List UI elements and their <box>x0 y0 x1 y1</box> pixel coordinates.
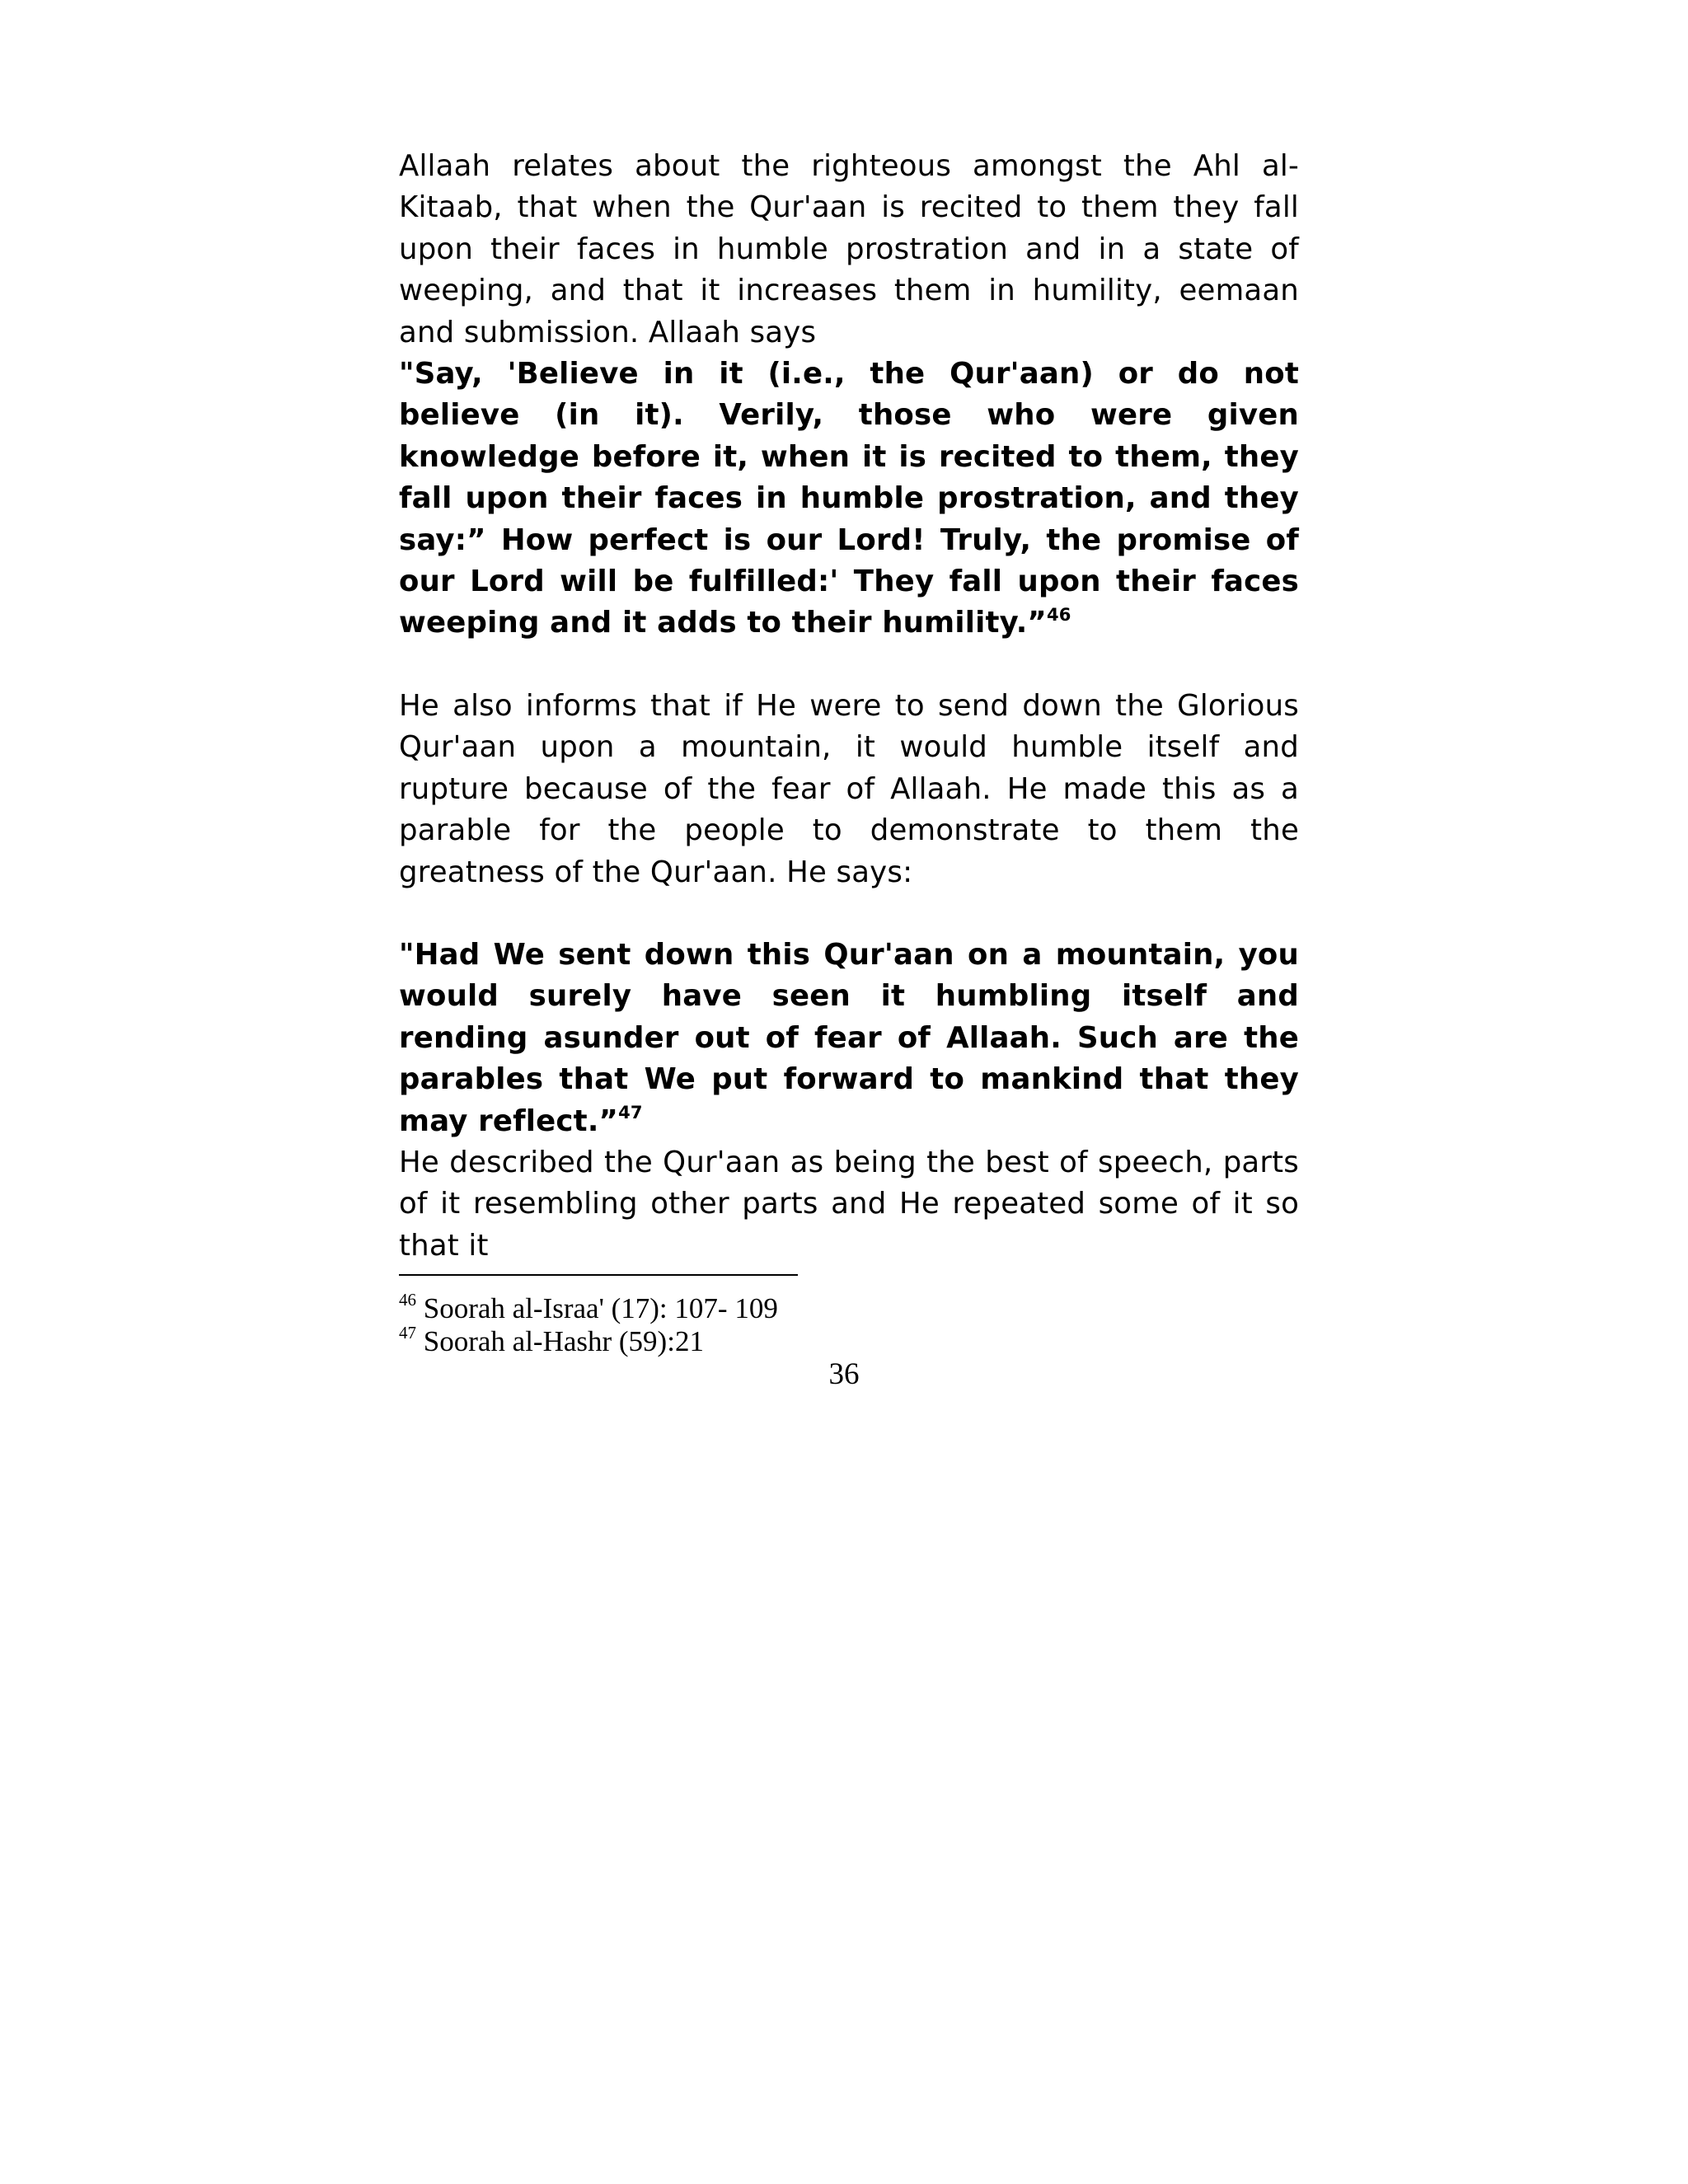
footnotes-list <box>399 1292 1299 1358</box>
body-paragraph-2-text: He also informs that if He were to send down the Glorious Qur'aan upon a mountain, it would humble itself and rupture because of the fear of Allaah. He made this as a parable for the people to demonstrate to them the greatness of the Qur'aan. He says: <box>399 689 1299 889</box>
footnote-reference-47[interactable]: 47 <box>618 1102 643 1122</box>
footnote-46 <box>399 1292 1299 1325</box>
quran-quote-1 <box>399 354 1299 644</box>
body-paragraph-1-text: Allaah relates about the righteous amongst the Ahl al-Kitaab, that when the Qur'aan is recited to them they fall upon their faces in humble prostration and in a state of weeping, and that it increases them in humility, eemaan and submission. Allaah says <box>399 149 1299 349</box>
footnote-text: Soorah al-Hashr (59):21 <box>416 1325 704 1357</box>
body-paragraph-2 <box>399 686 1299 893</box>
body-paragraph-3-text: He described the Qur'aan as being the best of speech, parts of it resembling other parts and He repeated some of it so that it <box>399 1146 1299 1263</box>
footnote-separator <box>399 1274 798 1276</box>
quran-quote-1-text: "Say, 'Believe in it (i.e., the Qur'aan) or do not believe (in it). Verily, those who were given knowledge before it, when it is recited to them, they fall upon their faces in humble prostration, and they say:” How perfect is our Lord! Truly, the promise of our Lord will be fulfilled:' They fall upon their faces weeping and it adds to their humility.” <box>399 357 1299 640</box>
body-paragraph-1 <box>399 146 1299 354</box>
footnote-47 <box>399 1325 1299 1358</box>
footnote-number: 46 <box>399 1290 416 1310</box>
quran-quote-2-text: "Had We sent down this Qur'aan on a mountain, you would surely have seen it humbling itself and rending asunder out of fear of Allaah. Such are the parables that We put forward to mankind that they may reflect.” <box>399 938 1299 1138</box>
quran-quote-2 <box>399 935 1299 1142</box>
page-number: 36 <box>828 1357 860 1391</box>
footnote-reference-46[interactable]: 46 <box>1046 604 1071 625</box>
footnote-number: 47 <box>399 1323 416 1343</box>
footnote-text: Soorah al-Israa' (17): 107- 109 <box>416 1292 778 1324</box>
body-paragraph-3 <box>399 1142 1299 1267</box>
